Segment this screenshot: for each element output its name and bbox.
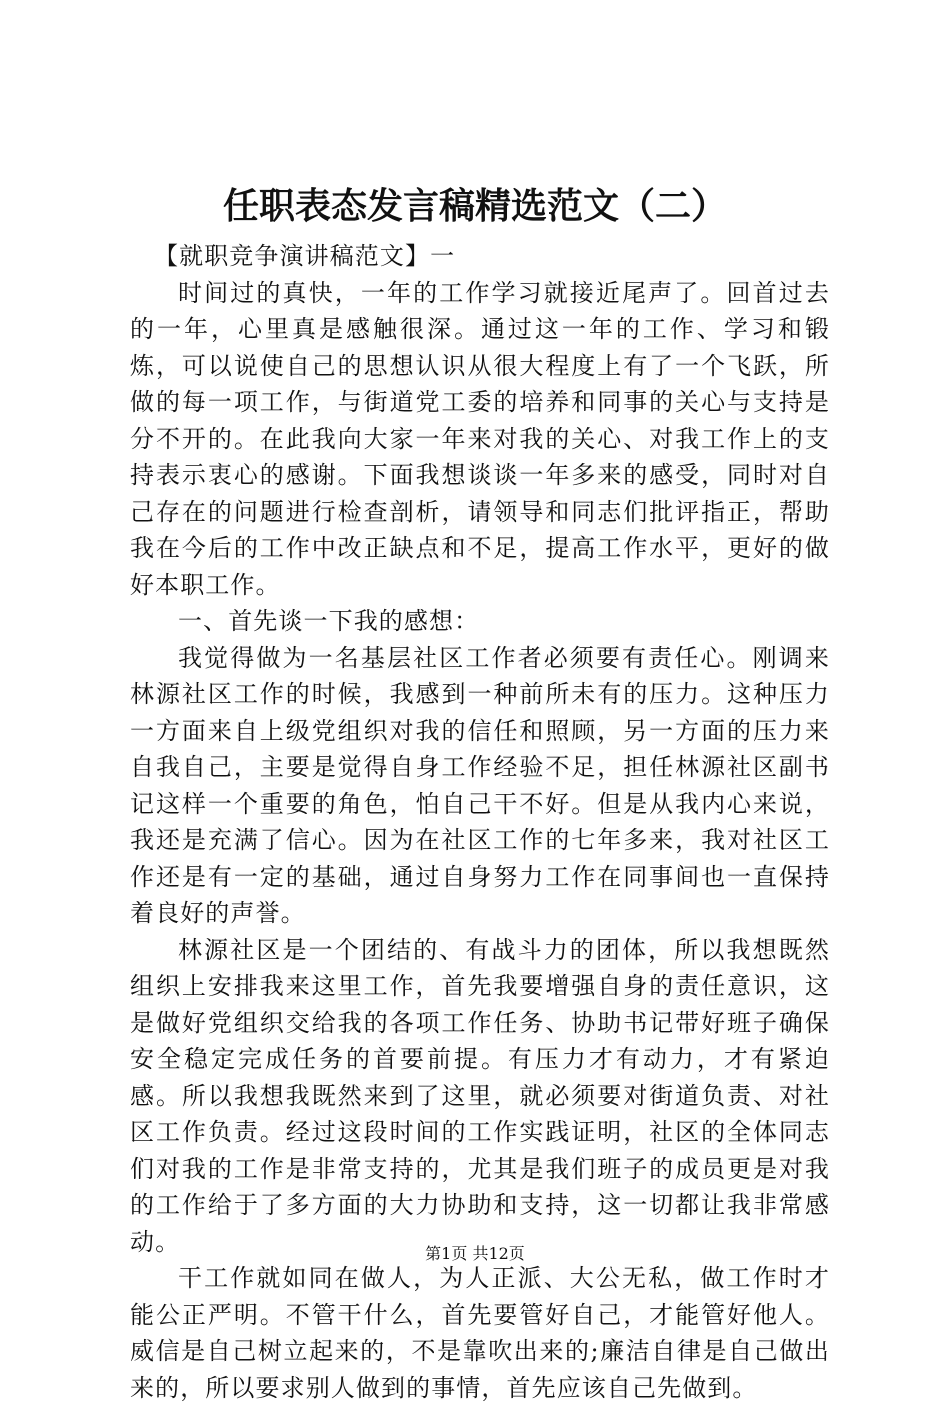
paragraph: 时间过的真快，一年的工作学习就接近尾声了。回首过去的一年，心里真是感触很深。通过这一年的工作、学习和锻炼，可以说使自己的思想认识从很大程度上有了一个飞跃，所做的每一项工作，与街道党工委的培养和同事的关心与支持是分不开的。在此我向大家一年来对我的关心、对我工作上的支持表示衷心的感谢。下面我想谈谈一年多来的感受，同时对自己存在的问题进行检查剖析，请领导和同志们批评指正，帮助我在今后的工作中改正缺点和不足，提高工作水平，更好的做好本职工作。 [130,278,830,599]
page-footer: 第1页 共12页 [425,1244,525,1263]
paragraph: 干工作就如同在做人，为人正派、大公无私，做工作时才能公正严明。不管干什么，首先要管好自己，才能管好他人。威信是自己树立起来的，不是靠吹出来的;廉洁自律是自己做出来的，所以要求别人做到的事情，首先应该自己先做到。 [130,1264,830,1402]
document-body [130,238,830,1406]
document-title: 任职表态发言稿精选范文（二） [222,185,727,227]
section-heading: 一、首先谈一下我的感想： [178,607,480,635]
paragraph: 林源社区是一个团结的、有战斗力的团体，所以我想既然组织上安排我来这里工作，首先我要增强自身的责任意识，这是做好党组织交给我的各项工作任务、协助书记带好班子确保安全稳定完成任务的首要前提。有压力才有动力，才有紧迫感。所以我想我既然来到了这里，就必须要对街道负责、对社区工作负责。经过这段时间的工作实践证明，社区的全体同志们对我的工作是非常支持的，尤其是我们班子的成员更是对我的工作给于了多方面的大力协助和支持，这一切都让我非常感动。 [130,935,830,1256]
section-label: 【就职竞争演讲稿范文】一 [154,242,456,270]
paragraph: 我觉得做为一名基层社区工作者必须要有责任心。刚调来林源社区工作的时候，我感到一种前所未有的压力。这种压力一方面来自上级党组织对我的信任和照顾，另一方面的压力来自我自己，主要是觉得自身工作经验不足，担任林源社区副书记这样一个重要的角色，怕自己干不好。但是从我内心来说，我还是充满了信心。因为在社区工作的七年多来，我对社区工作还是有一定的基础，通过自身努力工作在同事间也一直保持着良好的声誉。 [130,643,830,927]
